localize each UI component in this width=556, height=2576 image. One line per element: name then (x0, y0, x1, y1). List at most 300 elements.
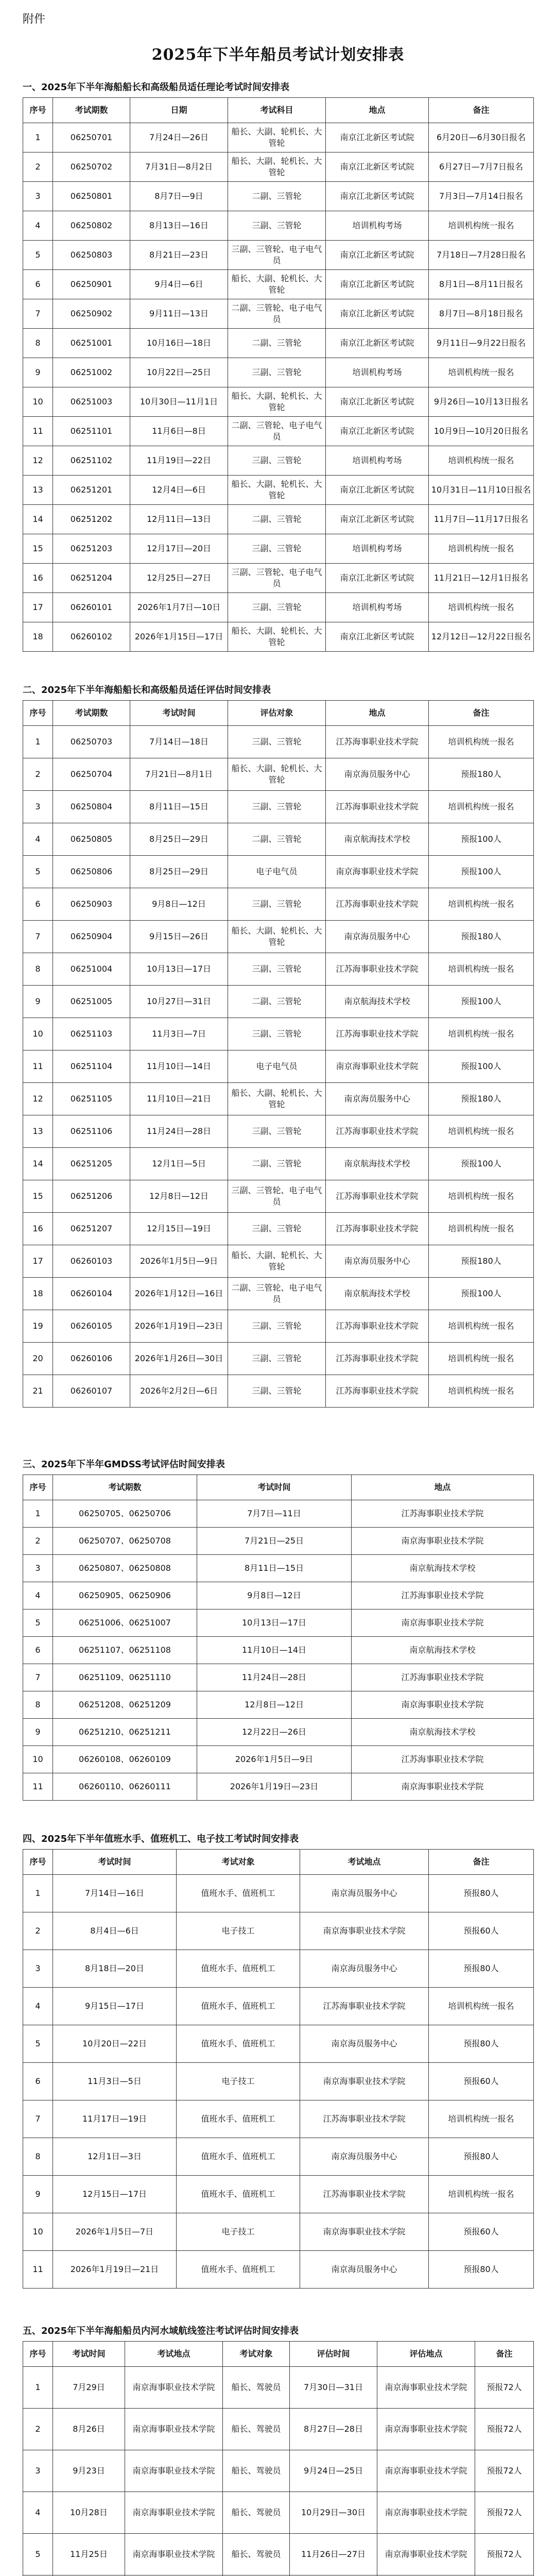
table-cell: 南京海事职业技术学院 (125, 2367, 223, 2409)
table-cell: 1 (23, 2367, 53, 2409)
table-row (23, 241, 534, 270)
table-cell: 5 (23, 2534, 53, 2575)
table-row (23, 1500, 534, 1528)
table-cell: 12月11日—13日 (130, 505, 228, 534)
table-cell: 9月8日—12日 (197, 1582, 352, 1609)
table-cell: 培训机构统一报名 (429, 1018, 534, 1050)
table-cell: 06251207 (53, 1213, 130, 1245)
table-cell: 南京海事职业技术学院 (300, 2063, 429, 2100)
table-cell: 二副、三管轮、电子电气员 (228, 417, 326, 446)
table-cell: 12月15日—17日 (53, 2176, 177, 2213)
table-cell: 06250705、06250706 (53, 1500, 197, 1528)
table-cell: 12 (23, 1083, 53, 1115)
table-cell: 7月18日—7月28日报名 (429, 241, 534, 270)
table-cell: 三副、三管轮 (228, 358, 326, 387)
table-cell: 船长、驾驶员 (223, 2367, 290, 2409)
table-header-row (23, 1850, 534, 1875)
table-cell: 11月6日—8日 (130, 417, 228, 446)
table-cell: 值班水手、值班机工 (177, 2138, 300, 2176)
table-cell: 15 (23, 1180, 53, 1213)
table-cell: 南京航海技术学校 (352, 1555, 534, 1582)
table-cell: 预报80人 (429, 1875, 534, 1912)
table-cell: 南京海事职业技术学院 (125, 2492, 223, 2534)
table-cell: 培训机构统一报名 (429, 1310, 534, 1343)
table-cell: 二副、三管轮 (228, 505, 326, 534)
table-cell: 2 (23, 2409, 53, 2450)
section-2 (23, 683, 533, 1408)
table-cell: 06251005 (53, 986, 130, 1018)
table-cell: 17 (23, 593, 53, 622)
section-title: 四、2025年下半年值班水手、值班机工、电子技工考试时间安排表 (23, 1834, 299, 1844)
column-header: 考试对象 (223, 2342, 290, 2367)
table-cell: 06251208、06251209 (53, 1691, 197, 1719)
table-cell: 9 (23, 2176, 53, 2213)
table-cell: 南京海员服务中心 (326, 1245, 429, 1278)
table-cell: 船长、大副、轮机长、大管轮 (228, 1083, 326, 1115)
table-cell: 06251102 (53, 446, 130, 476)
table-cell: 8月25日—29日 (130, 823, 228, 856)
table-cell: 培训机构统一报名 (429, 953, 534, 986)
table-cell: 06251107、06251108 (53, 1637, 197, 1664)
column-header: 考试时间 (130, 701, 228, 726)
table-row (23, 1950, 534, 1988)
table-cell: 江苏海事职业技术学院 (326, 726, 429, 758)
table-cell: 06250802 (53, 211, 130, 241)
table-row (23, 2100, 534, 2138)
table-cell: 1 (23, 726, 53, 758)
table-row (23, 758, 534, 791)
table-cell: 18 (23, 622, 53, 652)
table-cell: 5 (23, 241, 53, 270)
table-cell: 预报60人 (429, 2213, 534, 2251)
table-row (23, 534, 534, 564)
table-cell: 南京航海技术学校 (352, 1637, 534, 1664)
table-cell: 8月11日—15日 (130, 791, 228, 823)
table-cell: 江苏海事职业技术学院 (326, 1018, 429, 1050)
table-cell: 15 (23, 534, 53, 564)
table-row (23, 1637, 534, 1664)
table-cell: 4 (23, 823, 53, 856)
table-cell: 11月25日 (53, 2534, 125, 2575)
column-header: 考试时间 (53, 1850, 177, 1875)
table-cell: 江苏海事职业技术学院 (326, 791, 429, 823)
assessment-schedule-table (23, 700, 534, 1408)
table-cell: 10月27日—31日 (130, 986, 228, 1018)
section-title: 二、2025年下半年海船船长和高级船员适任评估时间安排表 (23, 685, 271, 696)
table-cell: 6 (23, 888, 53, 921)
table-cell: 7月7日—11日 (197, 1500, 352, 1528)
table-cell: 06251001 (53, 329, 130, 358)
table-cell: 7月14日—16日 (53, 1875, 177, 1912)
table-cell: 06250703 (53, 726, 130, 758)
table-cell: 06251203 (53, 534, 130, 564)
table-cell: 06250805 (53, 823, 130, 856)
table-cell: 南京海员服务中心 (300, 1950, 429, 1988)
table-cell: 南京江北新区考试院 (326, 152, 429, 182)
table-cell: 三副、三管轮 (228, 1213, 326, 1245)
table-cell: 二副、三管轮 (228, 1148, 326, 1180)
table-row (23, 953, 534, 986)
table-cell: 06250701 (53, 123, 130, 152)
table-cell: 3 (23, 2450, 53, 2492)
column-header: 备注 (429, 701, 534, 726)
column-header: 序号 (23, 701, 53, 726)
column-header: 备注 (429, 1850, 534, 1875)
table-cell: 7 (23, 921, 53, 953)
table-cell: 8月4日—6日 (53, 1912, 177, 1950)
table-cell: 9月26日—10月13日报名 (429, 387, 534, 417)
table-cell: 江苏海事职业技术学院 (326, 1310, 429, 1343)
table-cell: 9月11日—9月22日报名 (429, 329, 534, 358)
table-cell: 预报100人 (429, 823, 534, 856)
table-cell: 南京江北新区考试院 (326, 564, 429, 593)
table-cell: 预报80人 (429, 2138, 534, 2176)
table-cell: 16 (23, 564, 53, 593)
column-header: 考试期数 (53, 98, 130, 123)
table-row (23, 358, 534, 387)
table-cell: 三副、三管轮、电子电气员 (228, 564, 326, 593)
table-cell: 船长、大副、轮机长、大管轮 (228, 123, 326, 152)
table-cell: 06250704 (53, 758, 130, 791)
table-cell: 9 (23, 358, 53, 387)
table-row (23, 1050, 534, 1083)
table-cell: 06251205 (53, 1148, 130, 1180)
table-cell: 4 (23, 211, 53, 241)
table-cell: 2026年1月12日—16日 (130, 1278, 228, 1310)
table-row (23, 270, 534, 299)
table-cell: 预报72人 (475, 2534, 534, 2575)
table-header-row (23, 2342, 534, 2367)
table-cell: 南京江北新区考试院 (326, 417, 429, 446)
table-cell: 2026年1月19日—21日 (53, 2251, 177, 2289)
table-cell: 江苏海事职业技术学院 (352, 1500, 534, 1528)
table-cell: 8月18日—20日 (53, 1950, 177, 1988)
table-cell: 南京海事职业技术学院 (125, 2409, 223, 2450)
table-cell: 南京海员服务中心 (300, 1875, 429, 1912)
table-row (23, 152, 534, 182)
table-cell: 8月1日—8月11日报名 (429, 270, 534, 299)
table-cell: 南京海事职业技术学院 (300, 2213, 429, 2251)
table-row (23, 823, 534, 856)
table-cell: 06250702 (53, 152, 130, 182)
table-cell: 06251105 (53, 1083, 130, 1115)
table-cell: 预报100人 (429, 1278, 534, 1310)
table-cell: 江苏海事职业技术学院 (352, 1746, 534, 1773)
table-cell: 预报60人 (429, 2063, 534, 2100)
table-cell: 7月31日—8月2日 (130, 152, 228, 182)
table-cell: 培训机构统一报名 (429, 1343, 534, 1375)
table-cell: 南京航海技术学校 (326, 1278, 429, 1310)
table-cell: 南京江北新区考试院 (326, 123, 429, 152)
table-cell: 培训机构考场 (326, 593, 429, 622)
table-cell: 8月27日—28日 (290, 2409, 377, 2450)
table-cell: 2 (23, 1912, 53, 1950)
table-row (23, 299, 534, 329)
table-cell: 11月17日—19日 (53, 2100, 177, 2138)
column-header: 序号 (23, 98, 53, 123)
table-cell: 江苏海事职业技术学院 (300, 1988, 429, 2025)
exam-schedule-table (23, 97, 534, 652)
rating-exam-table (23, 1849, 534, 2289)
table-cell: 值班水手、值班机工 (177, 2176, 300, 2213)
table-cell: 培训机构考场 (326, 211, 429, 241)
table-cell: 船长、大副、轮机长、大管轮 (228, 270, 326, 299)
table-cell: 12月15日—19日 (130, 1213, 228, 1245)
section-5 (23, 2324, 533, 2576)
table-cell: 南京海事职业技术学院 (326, 1050, 429, 1083)
table-cell: 电子电气员 (228, 856, 326, 888)
table-cell: 06260106 (53, 1343, 130, 1375)
table-cell: 南京海事职业技术学院 (377, 2534, 475, 2575)
table-cell: 10月29日—30日 (290, 2492, 377, 2534)
table-cell: 19 (23, 1310, 53, 1343)
table-cell: 10月28日 (53, 2492, 125, 2534)
table-cell: 预报100人 (429, 1050, 534, 1083)
table-cell: 10月20日—22日 (53, 2025, 177, 2063)
table-cell: 8月11日—15日 (197, 1555, 352, 1582)
table-cell: 06250806 (53, 856, 130, 888)
table-header-row (23, 1475, 534, 1500)
table-cell: 06260104 (53, 1278, 130, 1310)
table-cell: 培训机构统一报名 (429, 1213, 534, 1245)
table-row (23, 1245, 534, 1278)
table-cell: 8月7日—8月18日报名 (429, 299, 534, 329)
table-row (23, 2063, 534, 2100)
table-cell: 船长、大副、轮机长、大管轮 (228, 476, 326, 505)
table-row (23, 1018, 534, 1050)
table-cell: 南京海事职业技术学院 (352, 1691, 534, 1719)
column-header: 考试对象 (177, 1850, 300, 1875)
table-cell: 南京江北新区考试院 (326, 299, 429, 329)
table-cell: 06251003 (53, 387, 130, 417)
table-cell: 12月1日—5日 (130, 1148, 228, 1180)
table-cell: 9 (23, 1719, 53, 1746)
table-cell: 2026年1月19日—23日 (197, 1773, 352, 1801)
table-cell: 值班水手、值班机工 (177, 1875, 300, 1912)
table-cell: 江苏海事职业技术学院 (326, 888, 429, 921)
table-cell: 2026年1月7日—10日 (130, 593, 228, 622)
table-header-row (23, 701, 534, 726)
table-cell: 三副、三管轮 (228, 446, 326, 476)
table-cell: 06250803 (53, 241, 130, 270)
table-cell: 三副、三管轮 (228, 1018, 326, 1050)
table-cell: 2 (23, 1528, 53, 1555)
table-row (23, 1664, 534, 1691)
table-cell: 6 (23, 270, 53, 299)
table-row (23, 791, 534, 823)
table-cell: 9月8日—12日 (130, 888, 228, 921)
table-cell: 06250807、06250808 (53, 1555, 197, 1582)
table-cell: 培训机构统一报名 (429, 726, 534, 758)
table-cell: 10月13日—17日 (197, 1609, 352, 1637)
table-cell: 二副、三管轮 (228, 329, 326, 358)
table-cell: 12月1日—3日 (53, 2138, 177, 2176)
column-header: 序号 (23, 2342, 53, 2367)
table-row (23, 2213, 534, 2251)
table-cell: 培训机构统一报名 (429, 1375, 534, 1408)
table-cell: 预报80人 (429, 1950, 534, 1988)
table-cell: 预报100人 (429, 986, 534, 1018)
table-cell: 12月12日—12月22日报名 (429, 622, 534, 652)
table-cell: 南京江北新区考试院 (326, 622, 429, 652)
table-row (23, 1528, 534, 1555)
table-cell: 06260108、06260109 (53, 1746, 197, 1773)
column-header: 考试时间 (197, 1475, 352, 1500)
table-cell: 江苏海事职业技术学院 (352, 1582, 534, 1609)
table-cell: 06260105 (53, 1310, 130, 1343)
table-cell: 06251201 (53, 476, 130, 505)
table-cell: 二副、三管轮 (228, 986, 326, 1018)
table-cell: 预报180人 (429, 1245, 534, 1278)
table-cell: 3 (23, 1555, 53, 1582)
table-cell: 江苏海事职业技术学院 (326, 1343, 429, 1375)
table-cell: 6 (23, 1637, 53, 1664)
table-cell: 5 (23, 2025, 53, 2063)
table-cell: 14 (23, 1148, 53, 1180)
table-cell: 06250804 (53, 791, 130, 823)
table-cell: 9月23日 (53, 2450, 125, 2492)
table-cell: 12月17日—20日 (130, 534, 228, 564)
table-cell: 06251002 (53, 358, 130, 387)
table-cell: 06251210、06251211 (53, 1719, 197, 1746)
table-cell: 江苏海事职业技术学院 (352, 1664, 534, 1691)
table-cell: 船长、大副、轮机长、大管轮 (228, 387, 326, 417)
table-cell: 船长、大副、轮机长、大管轮 (228, 1245, 326, 1278)
table-cell: 1 (23, 123, 53, 152)
table-cell: 10 (23, 387, 53, 417)
table-row (23, 986, 534, 1018)
section-3 (23, 1457, 533, 1801)
table-row (23, 2534, 534, 2575)
table-cell: 11月7日—11月17日报名 (429, 505, 534, 534)
table-cell: 9月11日—13日 (130, 299, 228, 329)
table-cell: 南京海员服务中心 (326, 1083, 429, 1115)
column-header: 地点 (326, 98, 429, 123)
table-cell: 12月8日—12日 (130, 1180, 228, 1213)
table-cell: 南京江北新区考试院 (326, 241, 429, 270)
table-cell: 8月26日 (53, 2409, 125, 2450)
section-title: 一、2025年下半年海船船长和高级船员适任理论考试时间安排表 (23, 82, 290, 93)
table-row (23, 1875, 534, 1912)
table-cell: 南京海员服务中心 (300, 2025, 429, 2063)
table-cell: 6 (23, 2063, 53, 2100)
table-row (23, 921, 534, 953)
table-cell: 南京航海技术学校 (326, 823, 429, 856)
table-cell: 江苏海事职业技术学院 (326, 1213, 429, 1245)
table-cell: 南京江北新区考试院 (326, 476, 429, 505)
table-cell: 三副、三管轮 (228, 1343, 326, 1375)
table-cell: 06250801 (53, 182, 130, 211)
table-cell: 船长、大副、轮机长、大管轮 (228, 758, 326, 791)
table-cell: 2026年1月5日—9日 (197, 1746, 352, 1773)
table-row (23, 2251, 534, 2289)
table-cell: 8 (23, 2138, 53, 2176)
table-cell: 06260110、06260111 (53, 1773, 197, 1801)
table-cell: 12月8日—12日 (197, 1691, 352, 1719)
table-cell: 06251104 (53, 1050, 130, 1083)
table-cell: 南京海事职业技术学院 (377, 2492, 475, 2534)
table-cell: 12月22日—26日 (197, 1719, 352, 1746)
table-cell: 8月13日—16日 (130, 211, 228, 241)
table-cell: 7 (23, 299, 53, 329)
table-cell: 电子技工 (177, 1912, 300, 1950)
table-cell: 预报72人 (475, 2450, 534, 2492)
table-row (23, 1343, 534, 1375)
table-cell: 11月10日—14日 (130, 1050, 228, 1083)
table-cell: 江苏海事职业技术学院 (326, 1180, 429, 1213)
table-cell: 11月24日—28日 (197, 1664, 352, 1691)
table-cell: 二副、三管轮 (228, 823, 326, 856)
table-cell: 二副、三管轮 (228, 182, 326, 211)
table-cell: 培训机构统一报名 (429, 2176, 534, 2213)
table-cell: 南京海事职业技术学院 (377, 2450, 475, 2492)
table-cell: 9 (23, 986, 53, 1018)
table-cell: 值班水手、值班机工 (177, 2025, 300, 2063)
table-cell: 4 (23, 2492, 53, 2534)
table-cell: 7月30日—31日 (290, 2367, 377, 2409)
table-row (23, 417, 534, 446)
table-cell: 三副、三管轮 (228, 953, 326, 986)
table-row (23, 1609, 534, 1637)
table-cell: 预报72人 (475, 2409, 534, 2450)
table-cell: 南京海员服务中心 (300, 2251, 429, 2289)
table-cell: 预报80人 (429, 2251, 534, 2289)
table-row (23, 1278, 534, 1310)
table-cell: 13 (23, 1115, 53, 1148)
table-cell: 06251106 (53, 1115, 130, 1148)
table-cell: 6月20日—6月30日报名 (429, 123, 534, 152)
table-cell: 南京海员服务中心 (326, 758, 429, 791)
table-cell: 电子电气员 (228, 1050, 326, 1083)
table-cell: 二副、三管轮、电子电气员 (228, 299, 326, 329)
table-cell: 11月3日—7日 (130, 1018, 228, 1050)
table-cell: 06260103 (53, 1245, 130, 1278)
table-row (23, 1746, 534, 1773)
table-cell: 三副、三管轮 (228, 211, 326, 241)
table-cell: 14 (23, 505, 53, 534)
table-cell: 11月24日—28日 (130, 1115, 228, 1148)
table-cell: 11月19日—22日 (130, 446, 228, 476)
column-header: 考试科目 (228, 98, 326, 123)
table-cell: 3 (23, 1950, 53, 1988)
table-cell: 06250707、06250708 (53, 1528, 197, 1555)
column-header: 评估时间 (290, 2342, 377, 2367)
table-cell: 培训机构统一报名 (429, 791, 534, 823)
table-cell: 7月21日—8月1日 (130, 758, 228, 791)
table-cell: 1 (23, 1500, 53, 1528)
table-cell: 7月24日—26日 (130, 123, 228, 152)
table-cell: 三副、三管轮 (228, 534, 326, 564)
table-row (23, 1555, 534, 1582)
table-cell: 2026年1月26日—30日 (130, 1343, 228, 1375)
table-cell: 7 (23, 1664, 53, 1691)
table-cell: 06250901 (53, 270, 130, 299)
table-row (23, 182, 534, 211)
table-row (23, 387, 534, 417)
table-cell: 南京海事职业技术学院 (326, 856, 429, 888)
table-row (23, 476, 534, 505)
table-cell: 培训机构统一报名 (429, 358, 534, 387)
table-cell: 06260107 (53, 1375, 130, 1408)
table-cell: 2026年1月5日—7日 (53, 2213, 177, 2251)
table-cell: 06251206 (53, 1180, 130, 1213)
table-cell: 2 (23, 758, 53, 791)
table-row (23, 2025, 534, 2063)
table-row (23, 1180, 534, 1213)
table-cell: 8 (23, 1691, 53, 1719)
table-row (23, 2138, 534, 2176)
table-cell: 培训机构统一报名 (429, 534, 534, 564)
